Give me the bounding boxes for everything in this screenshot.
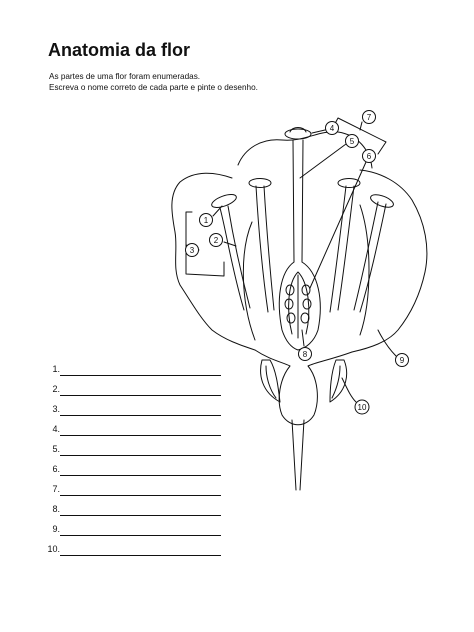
marker-3 bbox=[186, 244, 199, 257]
ovule bbox=[301, 313, 309, 323]
marker-9 bbox=[396, 354, 409, 367]
answer-number-5: 5. bbox=[52, 444, 60, 454]
pointer-2 bbox=[224, 242, 236, 246]
svg-text:1: 1 bbox=[203, 216, 209, 225]
marker-5 bbox=[346, 135, 359, 148]
answer-number-4: 4. bbox=[52, 424, 60, 434]
marker-2 bbox=[210, 234, 223, 247]
svg-text:3: 3 bbox=[189, 246, 195, 255]
anther-left2 bbox=[249, 179, 271, 188]
stamen-left-filament bbox=[220, 206, 250, 310]
stem bbox=[292, 420, 304, 490]
svg-text:6: 6 bbox=[366, 152, 372, 161]
pointer-8 bbox=[302, 330, 304, 346]
svg-text:2: 2 bbox=[213, 236, 219, 245]
answer-number-9: 9. bbox=[52, 524, 60, 534]
petal-edge-right bbox=[360, 205, 369, 335]
stigma bbox=[285, 129, 311, 139]
ovule bbox=[303, 299, 311, 309]
marker-8 bbox=[299, 348, 312, 361]
stamen-right2-filament bbox=[354, 202, 386, 312]
svg-text:5: 5 bbox=[349, 137, 355, 146]
sepal-left bbox=[261, 360, 280, 402]
anther-left bbox=[210, 192, 238, 210]
pointer-5 bbox=[300, 144, 346, 178]
answer-number-1: 1. bbox=[52, 364, 60, 374]
pointer-7 bbox=[360, 122, 362, 130]
marker-7 bbox=[363, 111, 376, 124]
svg-text:10: 10 bbox=[357, 403, 367, 412]
ovary-inner bbox=[289, 272, 309, 338]
stamen-left2-filament bbox=[256, 186, 274, 312]
answer-number-2: 2. bbox=[52, 384, 60, 394]
bracket-top bbox=[330, 118, 386, 154]
petal-edge-left bbox=[243, 222, 255, 340]
answer-number-7: 7. bbox=[52, 484, 60, 494]
style bbox=[293, 140, 303, 262]
marker-10 bbox=[355, 400, 369, 414]
pointer-6 bbox=[310, 162, 366, 288]
svg-text:8: 8 bbox=[302, 350, 308, 359]
answer-number-3: 3. bbox=[52, 404, 60, 414]
answer-number-8: 8. bbox=[52, 504, 60, 514]
pointer-10 bbox=[342, 378, 356, 402]
svg-text:7: 7 bbox=[366, 113, 372, 122]
svg-text:4: 4 bbox=[329, 124, 335, 133]
marker-1 bbox=[200, 214, 213, 227]
page-title: Anatomia da flor bbox=[48, 40, 191, 60]
svg-text:9: 9 bbox=[399, 356, 405, 365]
instruction-line-2: Escreva o nome correto de cada parte e pinte o desenho. bbox=[49, 83, 258, 92]
stamen-right-filament bbox=[330, 186, 354, 312]
petal-left bbox=[172, 173, 255, 350]
ovule bbox=[287, 313, 295, 323]
anther-right2 bbox=[369, 192, 395, 210]
instruction-line-1: As partes de uma flor foram enumeradas. bbox=[49, 72, 201, 81]
answer-number-6: 6. bbox=[52, 464, 60, 474]
marker-6 bbox=[363, 150, 376, 163]
marker-4 bbox=[326, 122, 339, 135]
answer-number-10: 10. bbox=[47, 544, 60, 554]
